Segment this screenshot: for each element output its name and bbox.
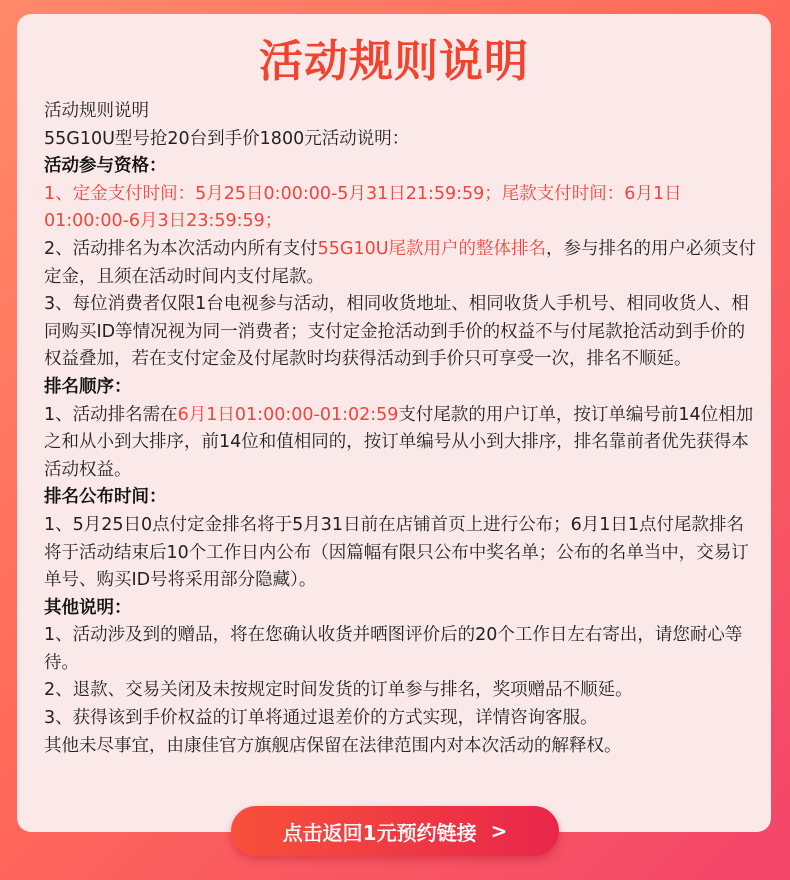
other-item-3: 3、获得该到手价权益的订单将通过退差价的方式实现，详情咨询客服。 xyxy=(44,708,598,729)
return-reservation-label: 点击返回1元预约链接 xyxy=(282,820,477,845)
ranking-item-1-prefix: 1、活动排名需在 xyxy=(44,404,178,425)
ranking-item-1-highlight: 6月1日01:00:00-01:02:59 xyxy=(177,404,399,425)
ranking-heading: 排名顺序： xyxy=(44,376,132,397)
qualification-item-1: 1、定金支付时间：5月25日0:00:00-5月31日21:59:59；尾款支付时间：6月1日01:00:00-6月3日23:59:59； xyxy=(44,183,682,232)
rules-subtitle: 55G10U型号抢20台到手价1800元活动说明： xyxy=(44,128,410,149)
ranking-item-1 xyxy=(44,402,760,485)
other-item-1: 1、活动涉及到的赠品，将在您确认收货并晒图评价后的20个工作日左右寄出，请您耐心等待。 xyxy=(44,625,743,673)
rules-card xyxy=(17,14,771,832)
rules-content xyxy=(44,98,760,760)
ranking-item-1-suffix: 支付尾款的用户订单，按订单编号前14位相加之和从小到大排序，前14位和值相同的，按订单编号从小到大排序，排名靠前者优先获得本活动权益。 xyxy=(44,404,754,480)
qualification-item-2-suffix: ，参与排名的用户必须支付定金，且须在活动时间内支付尾款。 xyxy=(44,238,757,287)
chevron-right-icon: > xyxy=(490,819,508,843)
announcement-item-1: 1、5月25日0点付定金排名将于5月31日前在店铺首页上进行公布；6月1日1点付尾款排名将于活动结束后10个工作日内公布（因篇幅有限只公布中奖名单；公布的名单当中，交易订单号、购买ID号将采用部分隐藏）。 xyxy=(44,514,749,591)
qualification-item-3: 3、每位消费者仅限1台电视参与活动，相同收货地址、相同收货人手机号、相同收货人、相同购买ID等情况视为同一消费者；支付定金抢活动到手价的权益不与付尾款抢活动到手价的权益叠加，若在支付定金及付尾款时均获得活动到手价只可享受一次，排名不顺延。 xyxy=(44,294,749,370)
qualification-item-2-prefix: 2、活动排名为本次活动内所有支付 xyxy=(44,238,318,259)
page-title: 活动规则说明 xyxy=(259,36,529,87)
qualification-item-2-highlight: 55G10U尾款用户的整体排名 xyxy=(317,238,547,259)
other-item-2: 2、退款、交易关闭及未按规定时间发货的订单参与排名，奖项赠品不顺延。 xyxy=(44,680,633,701)
other-heading: 其他说明： xyxy=(44,597,132,618)
other-closing: 其他未尽事宜，由康佳官方旗舰店保留在法律范围内对本次活动的解释权。 xyxy=(44,735,622,756)
return-reservation-button[interactable] xyxy=(231,806,559,856)
qualification-heading: 活动参与资格： xyxy=(44,156,167,177)
announcement-heading: 排名公布时间： xyxy=(44,487,167,508)
rules-heading: 活动规则说明 xyxy=(44,101,149,121)
qualification-item-2 xyxy=(44,236,760,291)
